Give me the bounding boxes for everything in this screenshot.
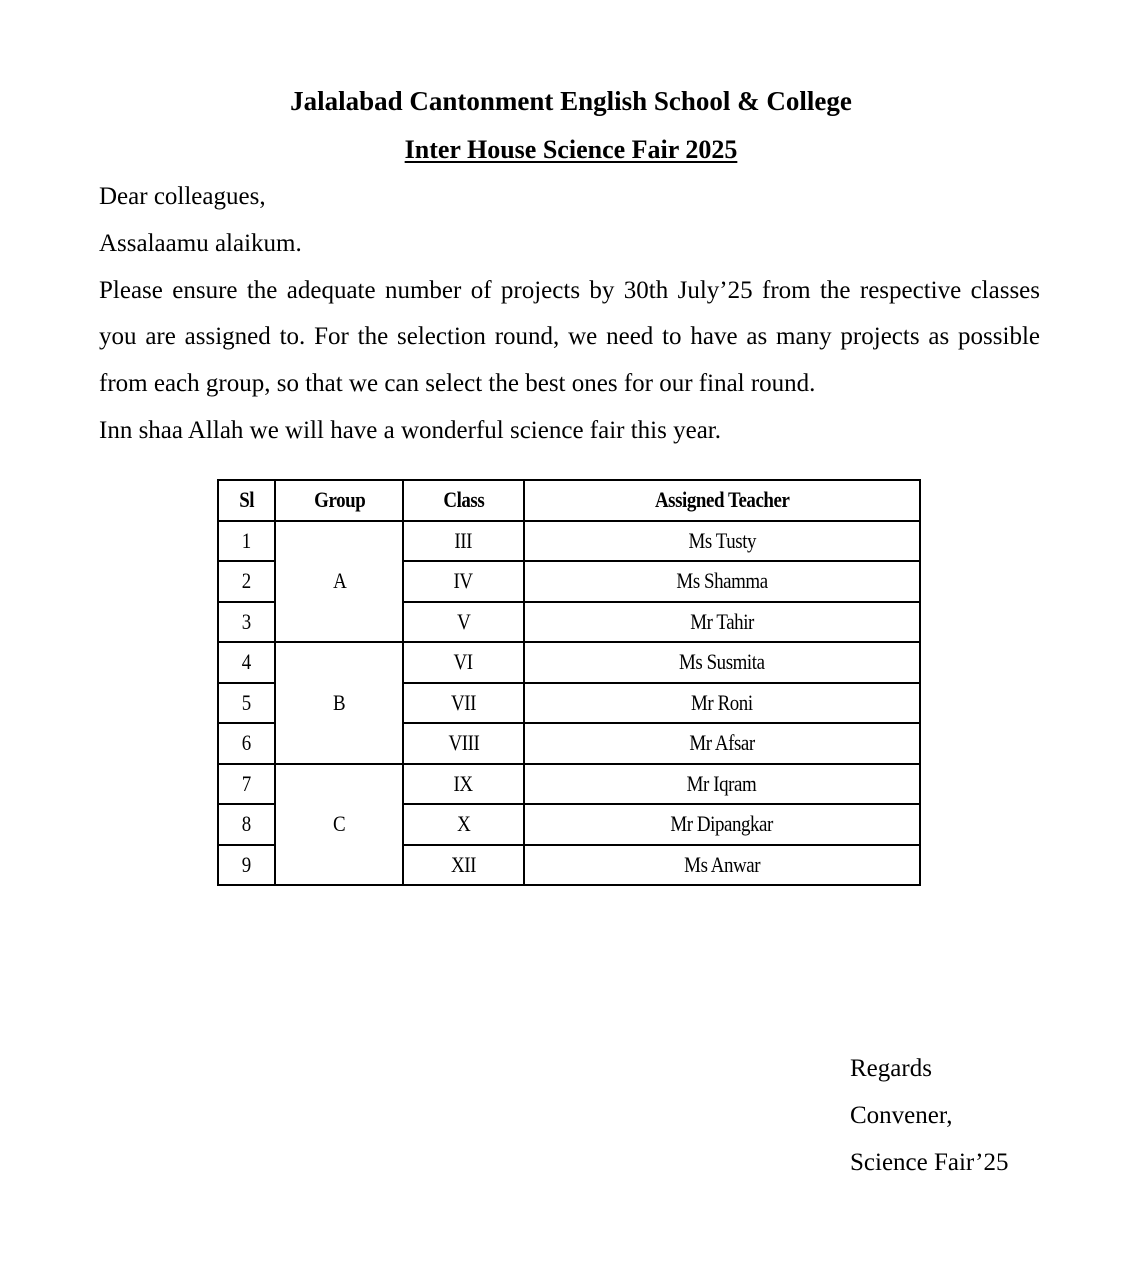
- table-row: [218, 521, 920, 562]
- institution-title: Jalalabad Cantonment English School & College: [290, 86, 852, 116]
- class-cell: III: [403, 521, 523, 562]
- header-sl: Sl: [218, 480, 275, 521]
- table-row: [218, 764, 920, 805]
- class-cell: V: [403, 602, 523, 643]
- table-row: [218, 642, 920, 683]
- sl-cell: 6: [218, 723, 275, 764]
- teacher-cell: Ms Shamma: [524, 561, 920, 602]
- signature-block: [850, 1046, 1009, 1186]
- teacher-cell: Mr Tahir: [524, 602, 920, 643]
- teacher-cell: Ms Anwar: [524, 845, 920, 886]
- class-cell: VI: [403, 642, 523, 683]
- class-cell: XII: [403, 845, 523, 886]
- sl-cell: 2: [218, 561, 275, 602]
- header-class: Class: [403, 480, 523, 521]
- class-cell: IX: [403, 764, 523, 805]
- signatory-event: Science Fair’25: [850, 1148, 1009, 1176]
- header-group: Group: [275, 480, 403, 521]
- letter-body: [99, 174, 1040, 455]
- teacher-cell: Mr Afsar: [524, 723, 920, 764]
- class-cell: IV: [403, 561, 523, 602]
- group-cell: C: [275, 764, 403, 886]
- group-cell: B: [275, 642, 403, 764]
- sl-cell: 3: [218, 602, 275, 643]
- event-title: [0, 134, 1142, 166]
- sl-cell: 9: [218, 845, 275, 886]
- teacher-cell: Ms Tusty: [524, 521, 920, 562]
- class-cell: VIII: [403, 723, 523, 764]
- sl-cell: 4: [218, 642, 275, 683]
- signatory-role: Convener,: [850, 1101, 953, 1129]
- sl-cell: 8: [218, 804, 275, 845]
- teacher-cell: Mr Iqram: [524, 764, 920, 805]
- teacher-cell: Mr Dipangkar: [524, 804, 920, 845]
- regards-text: Regards: [850, 1055, 932, 1082]
- class-cell: X: [403, 804, 523, 845]
- teacher-assignment-table: [217, 479, 921, 886]
- salutation: Dear colleagues,: [99, 183, 266, 210]
- header-assigned-teacher: Assigned Teacher: [524, 480, 920, 521]
- class-cell: VII: [403, 683, 523, 724]
- group-cell: A: [275, 521, 403, 643]
- table-header-row: [218, 480, 920, 521]
- sl-cell: 5: [218, 683, 275, 724]
- sl-cell: 7: [218, 764, 275, 805]
- greeting: Assalaamu alaikum.: [99, 229, 302, 257]
- closing-line: Inn shaa Allah we will have a wonderful science fair this year.: [99, 416, 721, 444]
- instruction-paragraph: Please ensure the adequate number of projects by 30th July’25 from the respective classes you are assigned to. For the selection round, we need to have as many projects as possible from each group, so that we can select the best ones for our final round.: [99, 276, 1040, 398]
- event-title-text: Inter House Science Fair 2025: [404, 135, 738, 164]
- sl-cell: 1: [218, 521, 275, 562]
- teacher-cell: Ms Susmita: [524, 642, 920, 683]
- teacher-cell: Mr Roni: [524, 683, 920, 724]
